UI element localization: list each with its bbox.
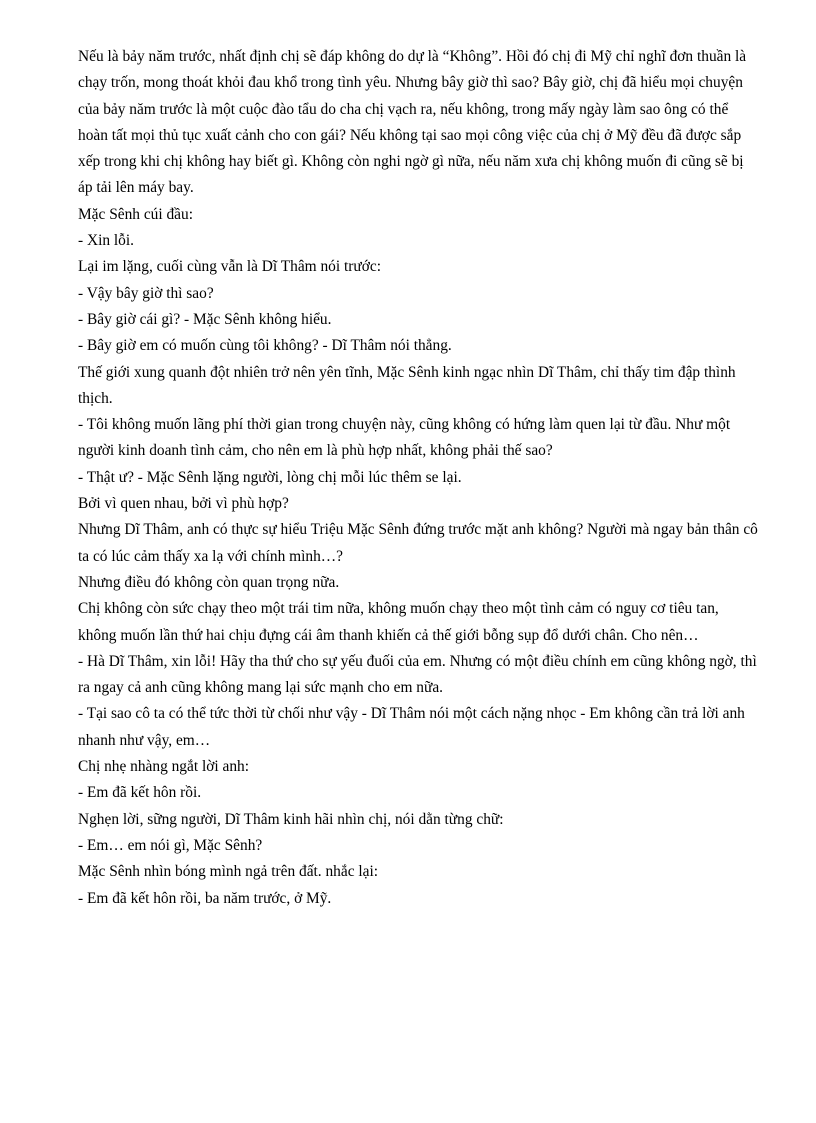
paragraph-narration-9: Chị nhẹ nhàng ngắt lời anh:: [78, 758, 249, 776]
paragraph-dialogue-2: - Vậy bây giờ thì sao?: [78, 284, 214, 302]
paragraph-narration-7: Nhưng điều đó không còn quan trọng nữa.: [78, 573, 340, 591]
paragraph-dialogue-8: - Tại sao cô ta có thể tức thời từ chối như vậy - Dĩ Thâm nói một cách nặng nhọc - Em không cần trả lời anh nhanh như vậy, em…: [78, 705, 745, 749]
paragraph-narration-10: Nghẹn lời, sững người, Dĩ Thâm kinh hãi nhìn chị, nói dằn từng chữ:: [78, 810, 504, 828]
paragraph-dialogue-10: - Em… em nói gì, Mặc Sênh?: [78, 836, 263, 854]
document-page: [78, 44, 758, 912]
paragraph-dialogue-4: - Bây giờ em có muốn cùng tôi không? - Dĩ Thâm nói thẳng.: [78, 337, 452, 355]
paragraph-narration-1: Nếu là bảy năm trước, nhất định chị sẽ đáp không do dự là “Không”. Hồi đó chị đi Mỹ chỉ nghĩ đơn thuần là chạy trốn, mong thoát khỏi đau khổ trong tình yêu. Nhưng bây giờ thì sao? Bây giờ, chị đã hiểu mọi chuyện của bảy năm trước là một cuộc đào tẩu do cha chị vạch ra, nếu không, trong mấy ngày làm sao ông có thể hoàn tất mọi thủ tục xuất cảnh cho con gái? Nếu không tại sao mọi công việc của chị ở Mỹ đều đã được sắp xếp trong khi chị không hay biết gì. Không còn nghi ngờ gì nữa, nếu năm xưa chị không muốn đi cũng sẽ bị áp tải lên máy bay.: [78, 48, 747, 197]
paragraph-dialogue-7: - Hà Dĩ Thâm, xin lỗi! Hãy tha thứ cho sự yếu đuối của em. Nhưng có một điều chính em cũng không ngờ, thì ra ngay cả anh cũng không mang lại sức mạnh cho em nữa.: [78, 652, 757, 697]
paragraph-narration-8: Chị không còn sức chạy theo một trái tim nữa, không muốn chạy theo một tình cảm có nguy cơ tiêu tan, không muốn lần thứ hai chịu đựng cái âm thanh khiến cả thế giới bỗng sụp đổ dưới chân. Cho nên…: [78, 600, 719, 644]
paragraph-dialogue-9: - Em đã kết hôn rồi.: [78, 784, 202, 802]
paragraph-narration-6: Nhưng Dĩ Thâm, anh có thực sự hiểu Triệu Mặc Sênh đứng trước mặt anh không? Người mà ngay bản thân cô ta có lúc cảm thấy xa lạ với chính mình…?: [78, 521, 758, 565]
paragraph-dialogue-11: - Em đã kết hôn rồi, ba năm trước, ở Mỹ.: [78, 889, 332, 907]
paragraph-dialogue-3: - Bây giờ cái gì? - Mặc Sênh không hiểu.: [78, 310, 332, 328]
paragraph-narration-11: Mặc Sênh nhìn bóng mình ngả trên đất. nhắc lại:: [78, 863, 379, 881]
paragraph-narration-4: Thế giới xung quanh đột nhiên trở nên yên tĩnh, Mặc Sênh kinh ngạc nhìn Dĩ Thâm, chỉ thấy tim đập thình thịch.: [78, 363, 736, 407]
paragraph-narration-5: Bởi vì quen nhau, bởi vì phù hợp?: [78, 495, 289, 513]
paragraph-narration-3: Lại im lặng, cuối cùng vẫn là Dĩ Thâm nói trước:: [78, 258, 381, 276]
paragraph-narration-2: Mặc Sênh cúi đầu:: [78, 205, 193, 223]
paragraph-dialogue-5: - Tôi không muốn lãng phí thời gian trong chuyện này, cũng không có hứng làm quen lại từ đầu. Như một người kinh doanh tình cảm, cho nên em là phù hợp nhất, không phải thế sao?: [78, 416, 731, 460]
paragraph-dialogue-1: - Xin lỗi.: [78, 232, 135, 250]
paragraph-dialogue-6: - Thật ư? - Mặc Sênh lặng người, lòng chị mỗi lúc thêm se lại.: [78, 468, 462, 486]
